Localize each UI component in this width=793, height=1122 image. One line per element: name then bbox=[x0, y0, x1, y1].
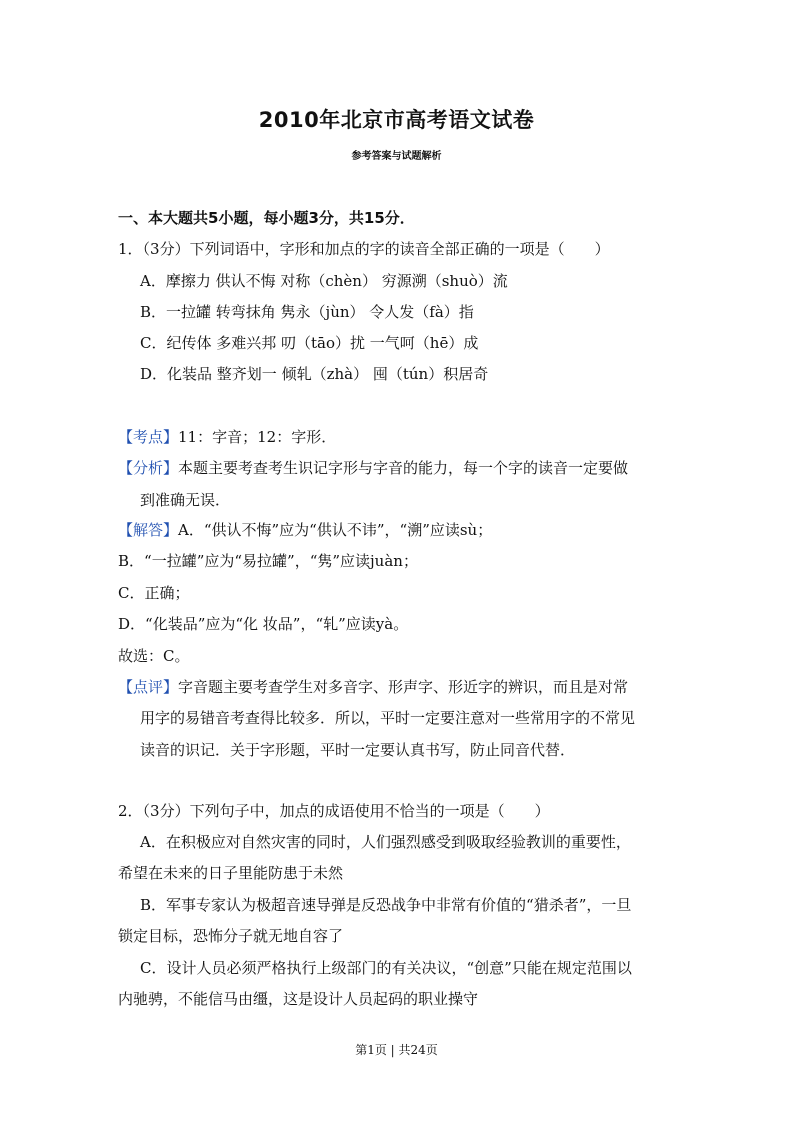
q2-option-a: A．在积极应对自然灾害的同时，人们强烈感受到吸取经验教训的重要性， bbox=[140, 833, 631, 851]
q1-fenxi bbox=[118, 457, 628, 478]
jieda-text: A．“供认不悔”应为“供认不讳”，“溯”应读sù； bbox=[178, 521, 493, 539]
jieda-line-b: B．“一拉罐”应为“易拉罐”，“隽”应读juàn； bbox=[118, 552, 418, 570]
q1-option-b: B．一拉罐 转弯抹角 隽永（jùn） 令人发（fà）指 bbox=[140, 303, 474, 321]
q2-option-b-cont: 锁定目标，恐怖分子就无地自容了 bbox=[118, 927, 344, 945]
jieda-tag: 【解答】 bbox=[118, 521, 179, 539]
q1-jieda bbox=[118, 519, 492, 540]
page-footer: 第1页 | 共24页 bbox=[355, 1043, 438, 1057]
dianping-text: 字音题主要考查学生对多音字、形声字、形近字的辨识，而且是对常 bbox=[178, 678, 629, 696]
q2-option-c: C．设计人员必须严格执行上级部门的有关决议，“创意”只能在规定范围以 bbox=[140, 959, 632, 977]
section-heading: 一、本大题共5小题，每小题3分，共15分． bbox=[118, 209, 415, 227]
q1-option-d: D．化装品 整齐划一 倾轧（zhà） 囤（tún）积居奇 bbox=[140, 365, 489, 383]
q2-option-a-cont: 希望在未来的日子里能防患于未然 bbox=[118, 864, 344, 882]
q1-dianping bbox=[118, 676, 628, 697]
dianping-tag: 【点评】 bbox=[118, 678, 179, 696]
dianping-line-3: 读音的识记．关于字形题，平时一定要认真书写，防止同音代替． bbox=[140, 741, 576, 759]
page-title: 2010年北京市高考语文试卷 bbox=[258, 108, 535, 132]
q1-option-c: C．纪传体 多难兴邦 叨（tāo）扰 一气呵（hē）成 bbox=[140, 334, 479, 352]
kaodian-tag: 【考点】 bbox=[118, 428, 179, 446]
q2-stem: 2．（3分）下列句子中，加点的成语使用不恰当的一项是（ ） bbox=[118, 802, 550, 820]
jieda-line-d: D．“化装品”应为“化 妆品”，“轧”应读yà。 bbox=[118, 615, 409, 633]
fenxi-continuation: 到准确无误． bbox=[140, 491, 231, 509]
fenxi-text: 本题主要考查考生识记字形与字音的能力，每一个字的读音一定要做 bbox=[178, 459, 629, 477]
q2-option-c-cont: 内驰骋，不能信马由缰，这是设计人员起码的职业操守 bbox=[118, 990, 479, 1008]
q2-option-b: B．军事专家认为极超音速导弹是反恐战争中非常有价值的“猎杀者”，一旦 bbox=[140, 896, 632, 914]
dianping-line-2: 用字的易错音考查得比较多．所以，平时一定要注意对一些常用字的不常见 bbox=[140, 709, 636, 727]
q1-stem: 1．（3分）下列词语中，字形和加点的字的读音全部正确的一项是（ ） bbox=[118, 240, 610, 258]
jieda-line-c: C．正确； bbox=[118, 584, 190, 602]
q1-option-a: A．摩擦力 供认不悔 对称（chèn） 穷源溯（shuò）流 bbox=[140, 272, 508, 290]
page-subtitle: 参考答案与试题解析 bbox=[351, 151, 442, 162]
q1-kaodian bbox=[118, 426, 336, 447]
kaodian-text: 11：字音；12：字形． bbox=[178, 428, 337, 446]
fenxi-tag: 【分析】 bbox=[118, 459, 179, 477]
jieda-answer: 故选：C。 bbox=[118, 647, 190, 665]
